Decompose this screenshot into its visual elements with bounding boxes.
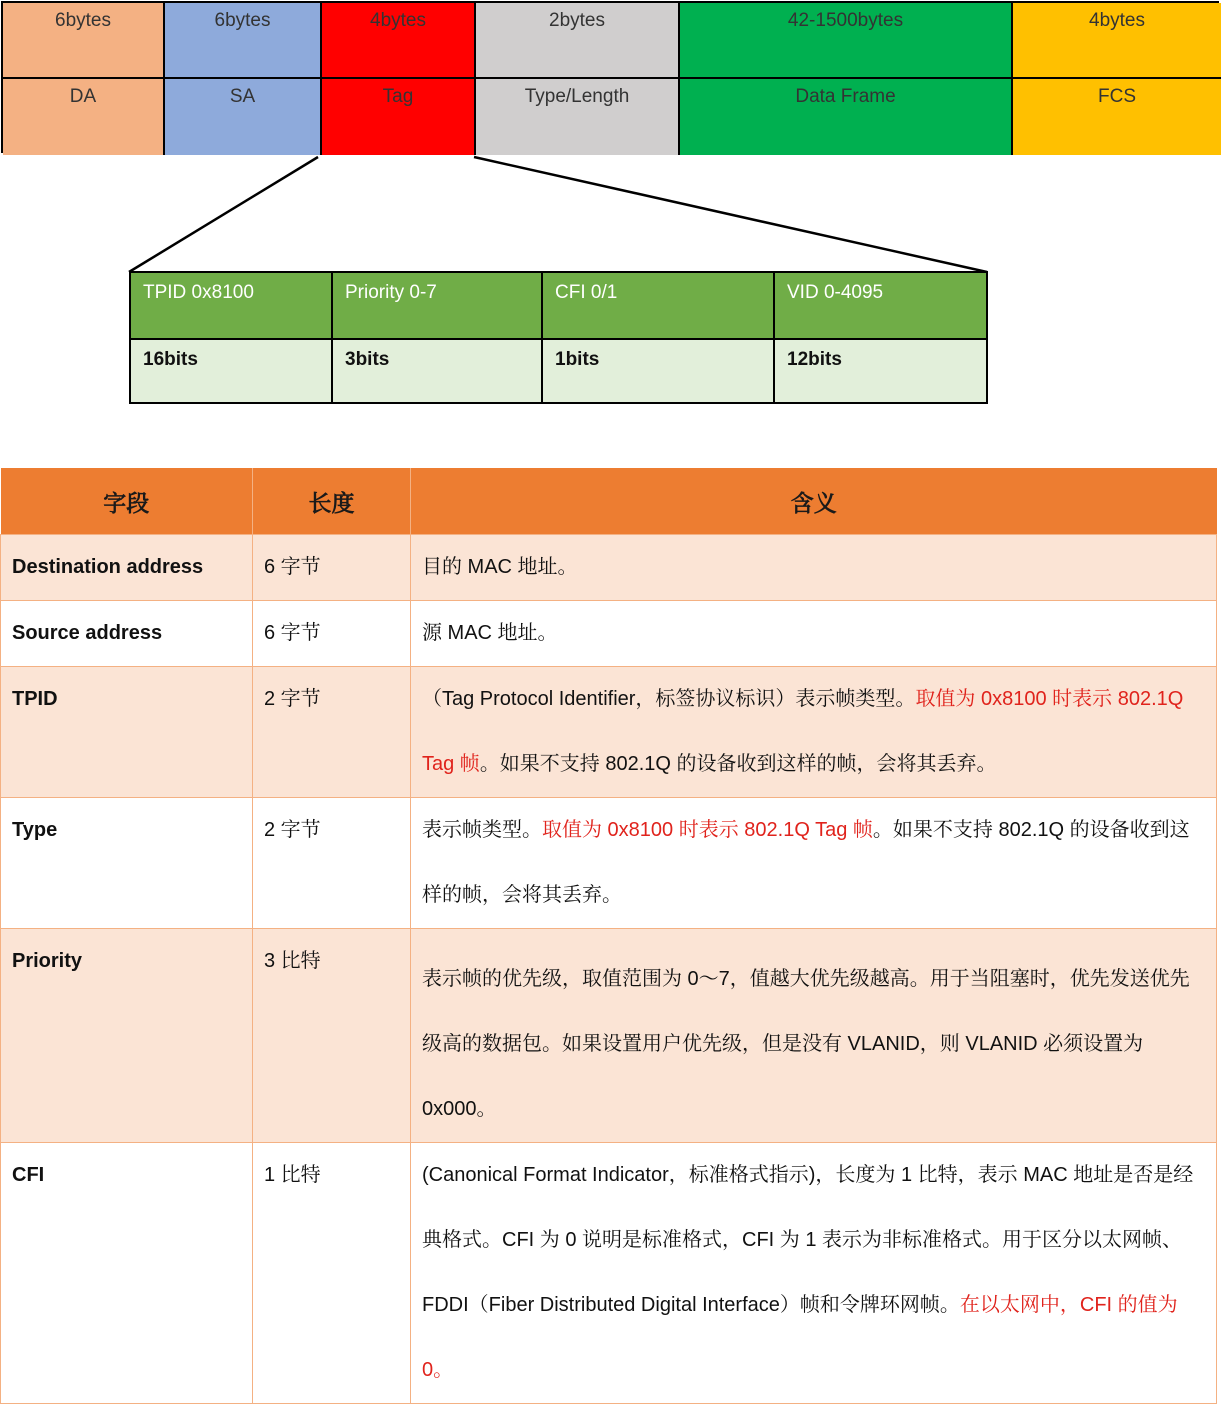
header-length: 长度 [253, 468, 411, 535]
frame-name-fcs: FCS [1013, 79, 1221, 155]
tag-field-tpid: TPID 0x8100 [131, 273, 333, 340]
field-meaning [411, 929, 1217, 1143]
frame-name-da: DA [3, 79, 165, 155]
meaning-text: 表示帧的优先级，取值范围为 0～7，值越大优先级越高。用于当阻塞时，优先发送优先级高的数据包。如果设置用户优先级，但是没有 VLANID，则 VLANID 必须设置为 0x000。 [422, 968, 1190, 1120]
meaning-text: (Canonical Format Indicator，标准格式指示)，长度为 1 比特，表示 MAC 地址是否是经典格式。CFI 为 0 说明是标准格式，CFI 为 1 表示为非标准格式。用于区分以太网帧、FDDI（Fiber Distributed Digital Interface）帧和令牌环网帧。 [422, 1164, 1194, 1316]
header-field: 字段 [1, 468, 253, 535]
field-name: Source address [1, 601, 253, 667]
field-meaning [411, 601, 1217, 667]
frame-size-sa: 6bytes [165, 3, 322, 79]
header-meaning: 含义 [411, 468, 1217, 535]
field-name: TPID [1, 667, 253, 798]
table-row [1, 929, 1217, 1143]
field-meaning [411, 1143, 1217, 1404]
tag-bits-cfi: 1bits [543, 340, 775, 402]
field-name: CFI [1, 1143, 253, 1404]
tag-field-vid: VID 0-4095 [775, 273, 986, 340]
field-length: 6 字节 [253, 535, 411, 601]
field-name: Destination address [1, 535, 253, 601]
table-row [1, 667, 1217, 798]
field-length: 2 字节 [253, 667, 411, 798]
meaning-text: 表示帧类型。 [422, 819, 542, 841]
tag-bits-vid: 12bits [775, 340, 986, 402]
field-length: 3 比特 [253, 929, 411, 1143]
frame-name-sa: SA [165, 79, 322, 155]
table-row [1, 1143, 1217, 1404]
frame-size-type: 2bytes [476, 3, 680, 79]
table-header-row [1, 468, 1217, 535]
highlight-text: 在以太网中，CFI 的值为 0。 [422, 1294, 1178, 1381]
frame-name-tag: Tag [322, 79, 476, 155]
meaning-text: 目的 MAC 地址。 [422, 556, 578, 578]
field-meaning [411, 535, 1217, 601]
tag-bits-tpid: 16bits [131, 340, 333, 402]
meaning-text: 源 MAC 地址。 [422, 622, 558, 644]
frame-name-type: Type/Length [476, 79, 680, 155]
highlight-text: 取值为 0x8100 时表示 802.1Q Tag 帧 [422, 688, 1184, 775]
frame-size-data: 42-1500bytes [680, 3, 1013, 79]
meaning-text: 。如果不支持 802.1Q 的设备收到这样的帧，会将其丢弃。 [479, 753, 997, 775]
frame-size-da: 6bytes [3, 3, 165, 79]
field-name: Priority [1, 929, 253, 1143]
tag-expansion-lines [0, 0, 1221, 300]
tag-bits-priority: 3bits [333, 340, 543, 402]
frame-size-fcs: 4bytes [1013, 3, 1221, 79]
meaning-text: （Tag Protocol Identifier，标签协议标识）表示帧类型。 [422, 688, 916, 710]
highlight-text: 取值为 0x8100 时表示 802.1Q Tag 帧 [542, 819, 873, 841]
table-row [1, 535, 1217, 601]
field-length: 6 字节 [253, 601, 411, 667]
field-name: Type [1, 798, 253, 929]
meaning-text: 。如果不支持 802.1Q 的设备收到这样的帧，会将其丢弃。 [422, 819, 1190, 906]
field-meaning [411, 667, 1217, 798]
field-meaning [411, 798, 1217, 929]
field-length: 2 字节 [253, 798, 411, 929]
vlan-tag-detail [129, 271, 988, 404]
tag-field-priority: Priority 0-7 [333, 273, 543, 340]
frame-size-tag: 4bytes [322, 3, 476, 79]
left-expansion-line [129, 157, 318, 272]
field-table [0, 468, 1217, 1404]
field-length: 1 比特 [253, 1143, 411, 1404]
right-expansion-line [474, 157, 987, 272]
table-row [1, 798, 1217, 929]
table-row [1, 601, 1217, 667]
tag-field-cfi: CFI 0/1 [543, 273, 775, 340]
frame-name-data: Data Frame [680, 79, 1013, 155]
